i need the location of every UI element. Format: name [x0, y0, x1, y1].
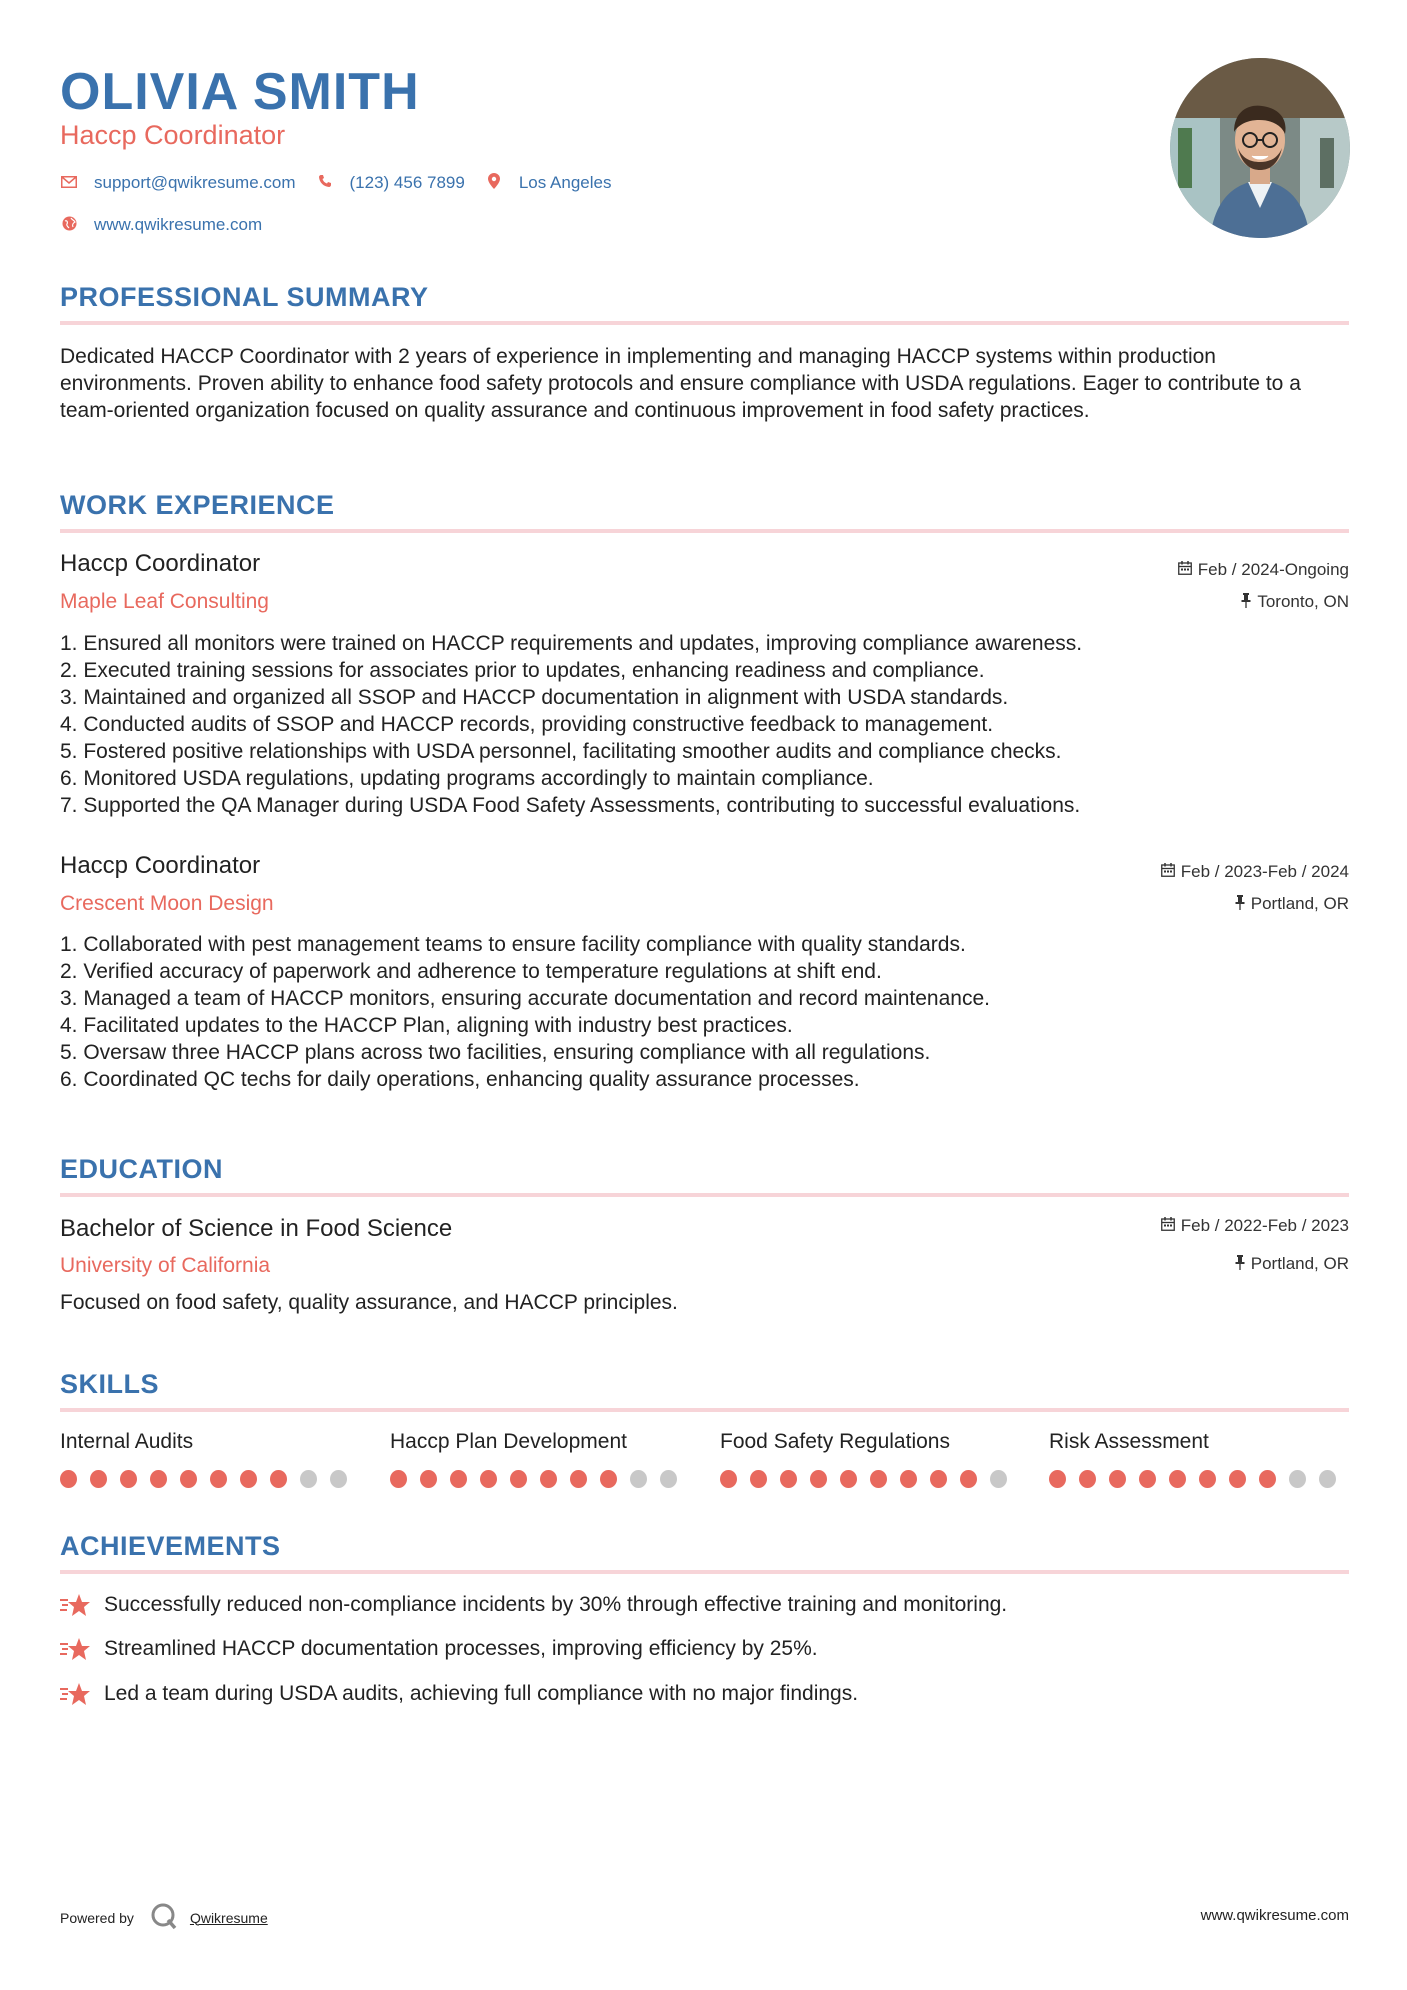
- rating-dot-filled: [270, 1470, 287, 1488]
- website-link[interactable]: www.qwikresume.com: [94, 215, 263, 234]
- contact-row-2: [60, 215, 282, 235]
- education-dates-text: Feb / 2022-Feb / 2023: [1180, 1216, 1349, 1235]
- candidate-name: OLIVIA SMITH: [60, 63, 420, 121]
- section-divider: [60, 1570, 1349, 1574]
- achievement-item: [60, 1636, 818, 1662]
- rating-dot-filled: [120, 1470, 137, 1488]
- section-title-education: EDUCATION: [60, 1154, 223, 1184]
- rating-dot-empty: [660, 1470, 677, 1488]
- list-item: 6. Monitored USDA regulations, updating programs accordingly to maintain compliance.: [60, 767, 874, 790]
- section-divider: [60, 529, 1349, 533]
- section-divider: [60, 1408, 1349, 1412]
- rating-dot-filled: [90, 1470, 107, 1488]
- summary-text: Dedicated HACCP Coordinator with 2 years of experience in implementing and managing HACCP systems within production environments. Proven ability to enhance food safety protocols and ensure compliance with USDA regulations. Eager to contribute to a team-oriented organization focused on quality assurance and continuous improvement in food safety practices.: [60, 345, 1301, 422]
- skill-item: [390, 1430, 690, 1488]
- achievement-text: Successfully reduced non-compliance incidents by 30% through effective training and monitoring.: [104, 1593, 1008, 1616]
- rating-dot-empty: [1289, 1470, 1306, 1488]
- job-location-text: Portland, OR: [1250, 894, 1349, 913]
- job-location: [1241, 592, 1349, 612]
- rating-dot-filled: [1139, 1470, 1156, 1488]
- rating-dot-filled: [480, 1470, 497, 1488]
- rating-dot-filled: [930, 1470, 947, 1488]
- list-item: 5. Fostered positive relationships with USDA personnel, facilitating smoother audits and compliance checks.: [60, 740, 1062, 763]
- skill-rating: [60, 1470, 360, 1488]
- skill-rating: [390, 1470, 690, 1488]
- skill-rating: [720, 1470, 1020, 1488]
- section-divider: [60, 1193, 1349, 1197]
- education-dates: [1161, 1216, 1349, 1236]
- skill-name: Internal Audits: [60, 1430, 194, 1453]
- footer-website[interactable]: www.qwikresume.com: [1200, 1907, 1349, 1924]
- pushpin-icon: [1241, 593, 1251, 612]
- list-item: 6. Coordinated QC techs for daily operations, enhancing quality assurance processes.: [60, 1068, 860, 1091]
- location-pin-icon: [485, 173, 503, 193]
- job-dates-text: Feb / 2023-Feb / 2024: [1180, 862, 1349, 881]
- skill-name: Haccp Plan Development: [390, 1430, 627, 1453]
- education-description: Focused on food safety, quality assurance, and HACCP principles.: [60, 1291, 678, 1314]
- rating-dot-empty: [330, 1470, 347, 1488]
- star-icon: [60, 1681, 90, 1707]
- rating-dot-filled: [570, 1470, 587, 1488]
- rating-dot-empty: [1319, 1470, 1336, 1488]
- calendar-icon: [1161, 863, 1175, 881]
- rating-dot-filled: [390, 1470, 407, 1488]
- rating-dot-filled: [1049, 1470, 1066, 1488]
- star-icon: [60, 1636, 90, 1662]
- rating-dot-filled: [780, 1470, 797, 1488]
- location-text: Los Angeles: [518, 173, 612, 192]
- achievement-text: Streamlined HACCP documentation processes, improving efficiency by 25%.: [104, 1637, 818, 1660]
- rating-dot-empty: [990, 1470, 1007, 1488]
- rating-dot-filled: [1199, 1470, 1216, 1488]
- rating-dot-filled: [1109, 1470, 1126, 1488]
- education-location: [1235, 1254, 1349, 1274]
- degree-title: Bachelor of Science in Food Science: [60, 1215, 453, 1242]
- rating-dot-empty: [630, 1470, 647, 1488]
- calendar-icon: [1178, 561, 1192, 579]
- calendar-icon: [1161, 1217, 1175, 1235]
- job-company: Crescent Moon Design: [60, 892, 274, 915]
- rating-dot-filled: [150, 1470, 167, 1488]
- job-bullets: [60, 630, 1349, 819]
- qwikresume-logo-icon: [150, 1902, 178, 1933]
- skill-item: [1049, 1430, 1349, 1488]
- list-item: 3. Maintained and organized all SSOP and HACCP documentation in alignment with USDA standards.: [60, 686, 1009, 709]
- section-title-skills: SKILLS: [60, 1369, 160, 1399]
- rating-dot-empty: [300, 1470, 317, 1488]
- rating-dot-filled: [900, 1470, 917, 1488]
- list-item: 5. Oversaw three HACCP plans across two facilities, ensuring compliance with all regulations.: [60, 1041, 931, 1064]
- achievement-text: Led a team during USDA audits, achieving full compliance with no major findings.: [104, 1682, 859, 1705]
- section-title-experience: WORK EXPERIENCE: [60, 490, 335, 520]
- list-item: 2. Executed training sessions for associates prior to updates, enhancing readiness and compliance.: [60, 659, 985, 682]
- profile-photo: [1170, 58, 1350, 238]
- rating-dot-filled: [420, 1470, 437, 1488]
- education-location-text: Portland, OR: [1250, 1254, 1349, 1273]
- section-title-achievements: ACHIEVEMENTS: [60, 1531, 281, 1561]
- rating-dot-filled: [210, 1470, 227, 1488]
- star-icon: [60, 1592, 90, 1618]
- skill-name: Risk Assessment: [1049, 1430, 1209, 1453]
- list-item: 3. Managed a team of HACCP monitors, ensuring accurate documentation and record maintenance.: [60, 987, 990, 1010]
- rating-dot-filled: [450, 1470, 467, 1488]
- footer-powered-by: [60, 1902, 268, 1933]
- email-link[interactable]: support@qwikresume.com: [94, 173, 296, 192]
- job-bullets: [60, 931, 1349, 1093]
- school-name: University of California: [60, 1254, 271, 1277]
- rating-dot-filled: [750, 1470, 767, 1488]
- skill-item: [720, 1430, 1020, 1488]
- rating-dot-filled: [1079, 1470, 1096, 1488]
- rating-dot-filled: [810, 1470, 827, 1488]
- skill-item: [60, 1430, 360, 1488]
- rating-dot-filled: [600, 1470, 617, 1488]
- rating-dot-filled: [1259, 1470, 1276, 1488]
- job-company: Maple Leaf Consulting: [60, 590, 269, 613]
- candidate-title: Haccp Coordinator: [60, 120, 286, 150]
- rating-dot-filled: [1169, 1470, 1186, 1488]
- achievement-item: [60, 1681, 858, 1707]
- rating-dot-filled: [510, 1470, 527, 1488]
- rating-dot-filled: [540, 1470, 557, 1488]
- rating-dot-filled: [60, 1470, 77, 1488]
- pushpin-icon: [1235, 1255, 1245, 1274]
- job-title: Haccp Coordinator: [60, 852, 261, 879]
- phone-icon: [316, 174, 334, 192]
- job-location: [1235, 894, 1349, 914]
- list-item: 1. Collaborated with pest management teams to ensure facility compliance with quality standards.: [60, 933, 966, 956]
- job-dates: [1178, 560, 1349, 580]
- powered-by-label: Powered by: [60, 1909, 134, 1926]
- rating-dot-filled: [1229, 1470, 1246, 1488]
- phone-text[interactable]: (123) 456 7899: [349, 173, 465, 192]
- qwikresume-link[interactable]: Qwikresume: [189, 1909, 268, 1926]
- list-item: 7. Supported the QA Manager during USDA Food Safety Assessments, contributing to successful evaluations.: [60, 794, 1081, 817]
- resume-page: [60, 0, 1349, 1990]
- job-dates: [1161, 862, 1349, 882]
- rating-dot-filled: [870, 1470, 887, 1488]
- skill-rating: [1049, 1470, 1349, 1488]
- job-dates-text: Feb / 2024-Ongoing: [1197, 560, 1349, 579]
- envelope-icon: [60, 175, 78, 192]
- list-item: 1. Ensured all monitors were trained on HACCP requirements and updates, improving compliance awareness.: [60, 632, 1083, 655]
- contact-row-1: [60, 173, 631, 193]
- list-item: 2. Verified accuracy of paperwork and adherence to temperature regulations at shift end.: [60, 960, 882, 983]
- rating-dot-filled: [720, 1470, 737, 1488]
- globe-icon: [60, 216, 78, 235]
- job-location-text: Toronto, ON: [1257, 592, 1349, 611]
- rating-dot-filled: [960, 1470, 977, 1488]
- section-title-summary: PROFESSIONAL SUMMARY: [60, 282, 429, 312]
- skill-name: Food Safety Regulations: [720, 1430, 950, 1453]
- achievement-item: [60, 1592, 1007, 1618]
- rating-dot-filled: [240, 1470, 257, 1488]
- list-item: 4. Facilitated updates to the HACCP Plan, aligning with industry best practices.: [60, 1014, 793, 1037]
- pushpin-icon: [1235, 895, 1245, 914]
- rating-dot-filled: [180, 1470, 197, 1488]
- job-title: Haccp Coordinator: [60, 550, 261, 577]
- rating-dot-filled: [840, 1470, 857, 1488]
- section-divider: [60, 321, 1349, 325]
- list-item: 4. Conducted audits of SSOP and HACCP records, providing constructive feedback to management.: [60, 713, 994, 736]
